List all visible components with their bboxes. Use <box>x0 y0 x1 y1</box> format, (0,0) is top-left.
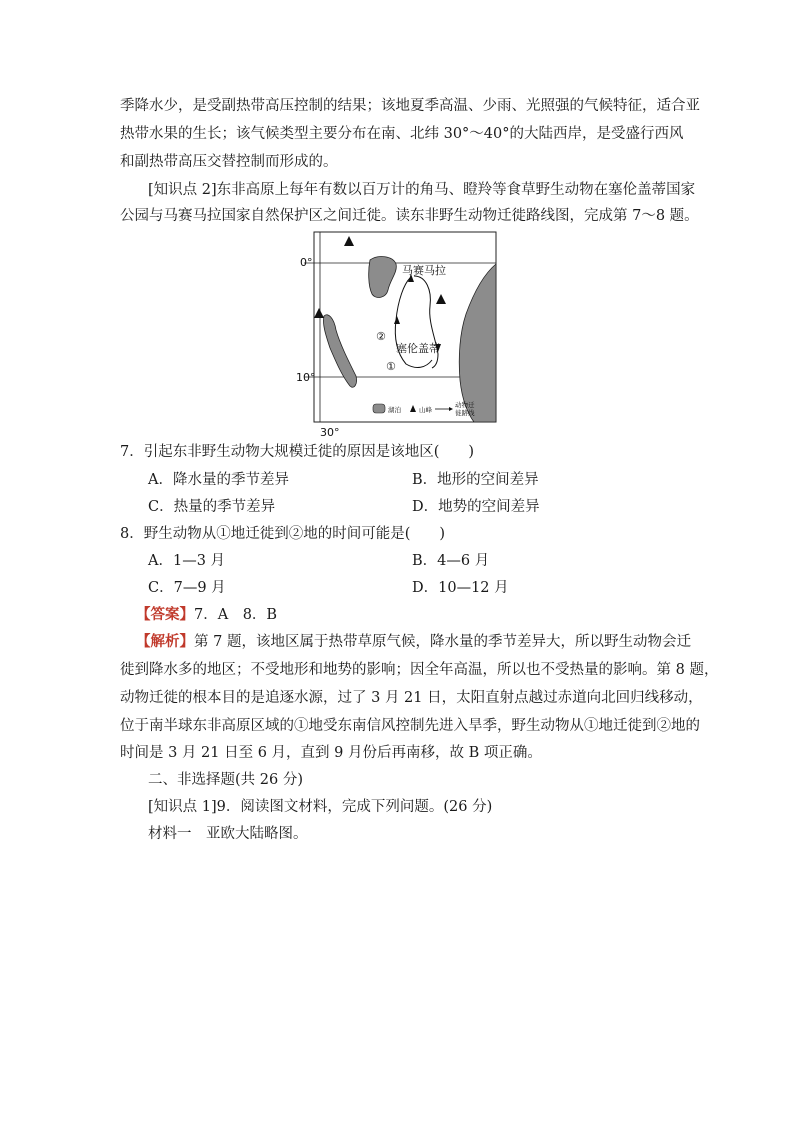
legend-route-2: 徙路线 <box>455 409 475 417</box>
question-7-stem: 7．引起东非野生动物大规模迁徙的原因是该地区( ) <box>120 444 475 460</box>
lat-10-label: 10° <box>296 371 316 384</box>
material-1-caption: 材料一 亚欧大陆略图。 <box>148 826 308 842</box>
marker-1: ① <box>386 360 396 373</box>
legend-peak-icon <box>410 405 416 412</box>
para-line-2: 热带水果的生长；该气候类型主要分布在南、北纬 30°～40°的大陆西岸，是受盛行西风 <box>120 126 684 142</box>
migration-map-svg <box>296 230 498 439</box>
ocean-shape <box>459 264 496 422</box>
analysis-line-4: 位于南半球东非高原区域的①地受东南信风控制先进入旱季，野生动物从①地迁徙到②地的 <box>120 718 700 734</box>
lat-0-label: 0° <box>300 256 313 269</box>
question-9-stem: [知识点 1]9．阅读图文材料，完成下列问题。(26 分) <box>148 799 493 815</box>
question-8-option-b: B．4—6 月 <box>412 553 490 569</box>
migration-map <box>296 230 498 439</box>
question-7-option-b: B．地形的空间差异 <box>412 472 539 488</box>
question-7-option-a: A．降水量的季节差异 <box>148 472 289 488</box>
arrow-head-icon <box>394 316 400 324</box>
answer-text: 7．A 8．B <box>194 607 278 623</box>
peak-icon <box>344 236 354 246</box>
legend-lake: 湖泊 <box>388 406 401 414</box>
para-line-1: 季降水少，是受副热带高压控制的结果；该地夏季高温、少雨、光照强的气候特征，适合亚 <box>120 98 700 114</box>
question-8-option-c: C．7—9 月 <box>148 580 226 596</box>
question-7-option-d: D．地势的空间差异 <box>412 499 540 515</box>
analysis-line-1 <box>136 632 696 652</box>
lake-victoria-shape <box>369 257 397 298</box>
analysis-line-5: 时间是 3 月 21 日至 6 月，直到 9 月份后再南移，故 B 项正确。 <box>120 745 542 761</box>
legend-peak: 山峰 <box>419 406 432 414</box>
question-8-option-d: D．10—12 月 <box>412 580 509 596</box>
section-2-heading: 二、非选择题(共 26 分) <box>148 772 303 788</box>
answer-line <box>136 605 696 625</box>
lon-30-label: 30° <box>320 426 340 439</box>
lake-tanganyika-shape <box>323 315 356 388</box>
label-masai-mara: 马赛马拉 <box>402 264 446 277</box>
peak-icon <box>314 308 324 318</box>
legend-lake-swatch <box>373 404 385 413</box>
label-serengeti: 塞伦盖蒂 <box>396 342 440 355</box>
analysis-line-2: 徙到降水多的地区；不受地形和地势的影响；因全年高温，所以也不受热量的影响。第 8 题， <box>120 662 719 678</box>
legend-arrow-icon <box>449 407 453 411</box>
para-line-3: 和副热带高压交替控制而形成的。 <box>120 154 338 170</box>
analysis-text-1: 第 7 题，该地区属于热带草原气候，降水量的季节差异大，所以野生动物会迁 <box>194 634 691 650</box>
analysis-line-3: 动物迁徙的根本目的是追逐水源，过了 3 月 21 日，太阳直射点越过赤道向北回归线移动， <box>120 690 703 706</box>
question-8-option-a: A．1—3 月 <box>148 553 226 569</box>
marker-2: ② <box>376 330 386 343</box>
legend-route-1: 动物迁 <box>455 401 475 409</box>
map-legend <box>373 400 475 417</box>
question-7-option-c: C．热量的季节差异 <box>148 499 276 515</box>
intro-line-2: 公园与马赛马拉国家自然保护区之间迁徙。读东非野生动物迁徙路线图，完成第 7～8 题。 <box>120 208 699 224</box>
answer-tag: 【答案】 <box>136 606 194 623</box>
intro-line-1: [知识点 2]东非高原上每年有数以百万计的角马、瞪羚等食草野生动物在塞伦盖蒂国家 <box>148 182 696 198</box>
peak-icon <box>436 294 446 304</box>
analysis-tag: 【解析】 <box>136 633 194 650</box>
question-8-stem: 8．野生动物从①地迁徙到②地的时间可能是( ) <box>120 526 446 542</box>
